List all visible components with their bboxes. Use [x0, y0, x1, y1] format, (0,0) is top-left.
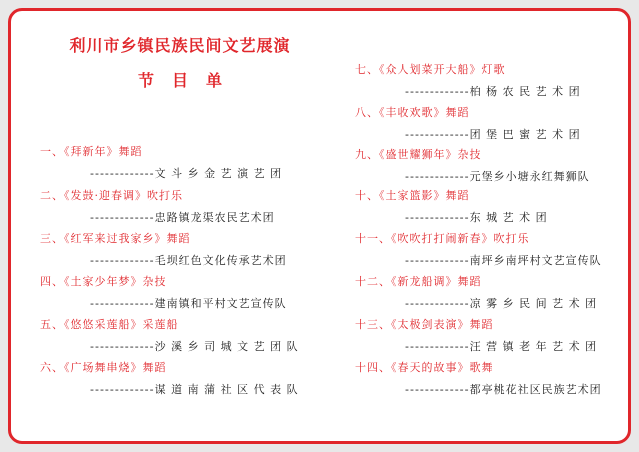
program-item [40, 359, 299, 396]
program-title: 八、《丰收欢歌》舞蹈 [355, 106, 470, 119]
program-item [40, 187, 275, 224]
program-item [355, 61, 581, 98]
program-performer: -------------东 城 艺 术 团 [405, 211, 548, 224]
program-performer: -------------沙 溪 乡 司 城 文 艺 团 队 [90, 340, 299, 353]
program-title: 三、《红军来过我家乡》舞蹈 [40, 232, 191, 245]
program-item [355, 316, 598, 353]
program-performer: -------------汪 营 镇 老 年 艺 术 团 [405, 340, 598, 353]
program-item [40, 273, 287, 310]
program-title: 四、《土家少年梦》杂技 [40, 275, 167, 288]
program-item [355, 273, 598, 310]
program-item [40, 316, 299, 353]
program-item [355, 230, 602, 267]
program-item [355, 359, 602, 396]
program-performer: -------------建南镇和平村文艺宣传队 [90, 297, 287, 310]
program-title: 十、《土家篮影》舞蹈 [355, 189, 470, 202]
program-item [40, 230, 287, 267]
program-performer: -------------柏 杨 农 民 艺 术 团 [405, 85, 581, 98]
program-performer: -------------凉 雾 乡 民 间 艺 术 团 [405, 297, 598, 310]
program-title: 十三、《太极剑表演》舞蹈 [355, 318, 494, 331]
program-title: 九、《盛世耀狮年》杂技 [355, 148, 482, 161]
program-title: 十四、《春天的故事》歌舞 [355, 361, 494, 374]
program-item [355, 187, 548, 224]
page-subtitle: 节目单 [137, 71, 240, 90]
program-performer: -------------团 堡 巴 蜜 艺 术 团 [405, 128, 581, 141]
program-title: 二、《发鼓·迎春调》吹打乐 [40, 189, 183, 202]
program-title: 七、《众人划菜开大船》灯歌 [355, 63, 506, 76]
program-performer: -------------都亭桃花社区民族艺术团 [405, 383, 602, 396]
program-performer: -------------文 斗 乡 金 艺 演 艺 团 [90, 167, 283, 180]
program-item [40, 143, 283, 180]
page-title: 利川市乡镇民族民间文艺展演 [69, 36, 291, 55]
program-performer: -------------谋 道 南 蒲 社 区 代 表 队 [90, 383, 299, 396]
program-performer: -------------忠路镇龙渠农民艺术团 [90, 211, 275, 224]
program-title: 十二、《新龙船调》舞蹈 [355, 275, 482, 288]
program-title: 五、《悠悠采莲船》采莲船 [40, 318, 179, 331]
program-title: 一、《拜新年》舞蹈 [40, 145, 143, 158]
program-title: 十一、《吹吹打打闹新春》吹打乐 [355, 232, 530, 245]
program-item [355, 146, 590, 183]
program-performer: -------------南坪乡南坪村文艺宣传队 [405, 254, 602, 267]
program-performer: -------------元堡乡小塘永红舞狮队 [405, 170, 590, 183]
program-performer: -------------毛坝红色文化传承艺术团 [90, 254, 287, 267]
program-item [355, 104, 581, 141]
program-title: 六、《广场舞串烧》舞蹈 [40, 361, 167, 374]
